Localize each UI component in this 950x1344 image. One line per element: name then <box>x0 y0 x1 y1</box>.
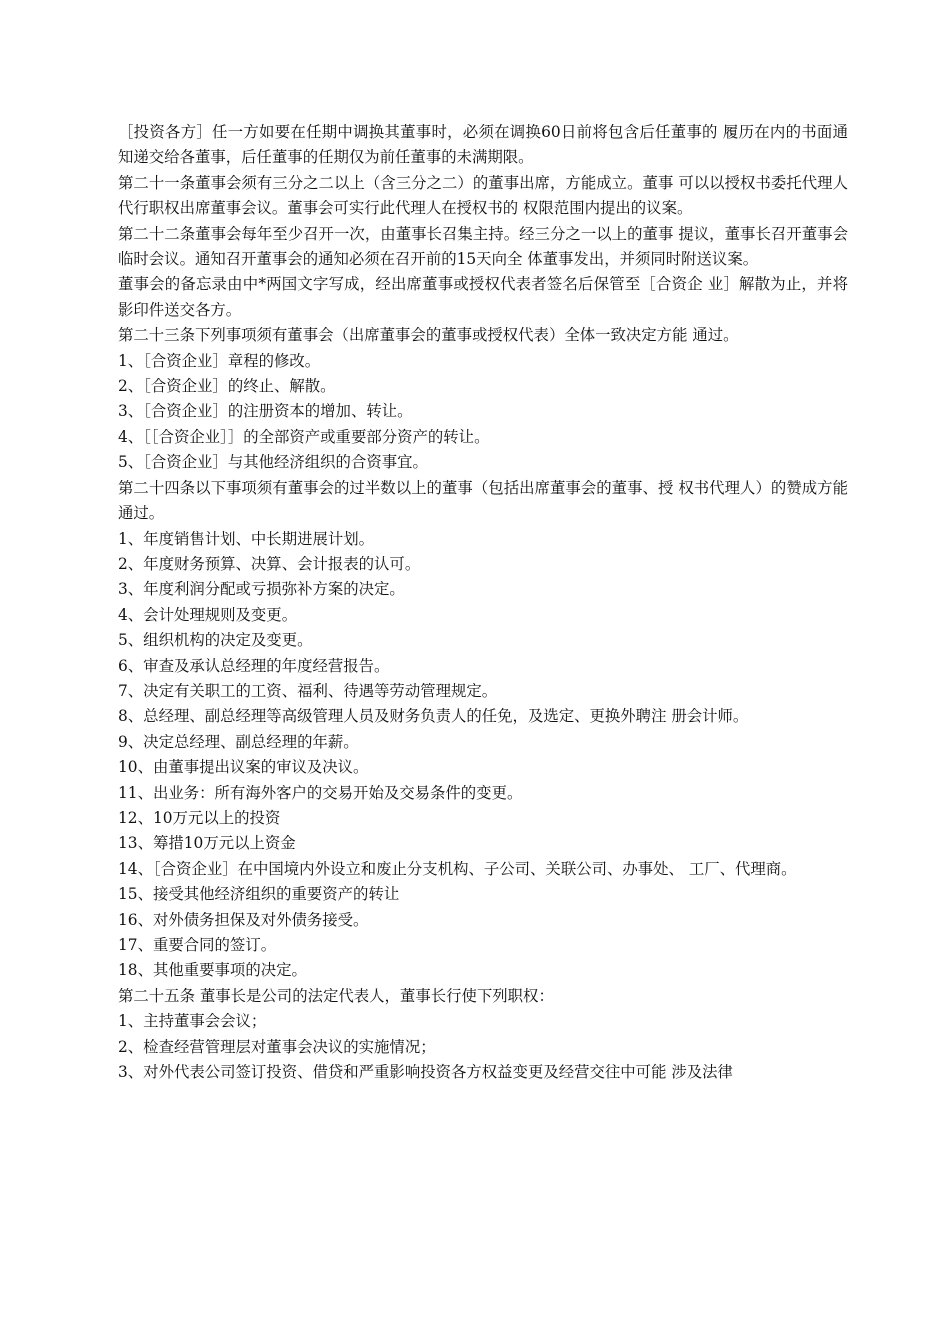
list-item: 4、［［合资企业］］的全部资产或重要部分资产的转让。 <box>118 427 490 446</box>
list-item: 3、年度利润分配或亏损弥补方案的决定。 <box>118 580 405 599</box>
list-item: 8、总经理、副总经理等高级管理人员及财务负责人的任免，及选定、更换外聘注 册会计师。 <box>118 707 749 726</box>
list-item: 3、对外代表公司签订投资、借贷和严重影响投资各方权益变更及经营交往中可能 涉及法律 <box>118 1063 733 1082</box>
list-item: 2、［合资企业］的终止、解散。 <box>118 377 336 396</box>
article-22: 第二十二条董事会每年至少召开一次，由董事长召集主持。经三分之一以上的董事 提议，董事长召开董事会临时会议。通知召开董事会的通知必须在召开前的15天向全 体董事发出，并须同时附送议案。 <box>118 224 848 269</box>
article-25: 第二十五条 董事长是公司的法定代表人，董事长行使下列职权： <box>118 986 554 1005</box>
list-item: 17、重要合同的签订。 <box>118 936 277 954</box>
list-item: 13、筹措10万元以上资金 <box>118 834 296 853</box>
list-item: 4、会计处理规则及变更。 <box>118 605 298 624</box>
list-item: 1、主持董事会会议； <box>118 1012 267 1031</box>
list-item: 2、检查经营管理层对董事会决议的实施情况； <box>118 1037 436 1056</box>
list-item: 7、决定有关职工的工资、福利、待遇等劳动管理规定。 <box>118 681 498 700</box>
paragraph-board-memorandum: 董事会的备忘录由中*两国文字写成，经出席董事或授权代表者签名后保管至［合资企 业］解散为止，并将影印件送交各方。 <box>118 275 848 319</box>
list-item: 6、审查及承认总经理的年度经营报告。 <box>118 656 390 675</box>
list-item: 18、其他重要事项的决定。 <box>118 961 307 980</box>
list-item: 2、年度财务预算、决算、会计报表的认可。 <box>118 554 421 573</box>
article-21: 第二十一条董事会须有三分之二以上（含三分之二）的董事出席，方能成立。董事 可以以授权书委托代理人代行职权出席董事会议。董事会可实行此代理人在授权书的 权限范围内提出的议案。 <box>118 173 848 218</box>
list-item: 14、［合资企业］在中国境内外设立和废止分支机构、子公司、关联公司、办事处、 工厂、代理商。 <box>118 859 797 878</box>
list-item: 5、［合资企业］与其他经济组织的合资事宜。 <box>118 453 428 472</box>
article-23: 第二十三条下列事项须有董事会（出席董事会的董事或授权代表）全体一致决定方能 通过。 <box>118 326 739 345</box>
list-item: 3、［合资企业］的注册资本的增加、转让。 <box>118 402 413 421</box>
list-item: 10、由董事提出议案的审议及决议。 <box>118 758 369 777</box>
list-item: 15、接受其他经济组织的重要资产的转让 <box>118 885 400 904</box>
list-item: 9、决定总经理、副总经理的年薪。 <box>118 732 359 751</box>
list-item: 16、对外债务担保及对外债务接受。 <box>118 910 369 929</box>
list-item: 1、［合资企业］章程的修改。 <box>118 351 321 370</box>
list-item: 5、组织机构的决定及变更。 <box>118 631 313 650</box>
list-item: 1、年度销售计划、中长期进展计划。 <box>118 529 375 548</box>
document-body <box>118 120 848 1085</box>
list-item: 11、出业务：所有海外客户的交易开始及交易条件的变更。 <box>118 783 523 802</box>
list-item: 12、10万元以上的投资 <box>118 808 281 827</box>
article-24: 第二十四条以下事项须有董事会的过半数以上的董事（包括出席董事会的董事、授 权书代理人）的赞成方能通过。 <box>118 478 848 523</box>
paragraph-director-replacement: ［投资各方］任一方如要在任期中调换其董事时，必须在调换60日前将包含后任董事的 履历在内的书面通知递交给各董事，后任董事的任期仅为前任董事的未满期限。 <box>118 123 848 167</box>
